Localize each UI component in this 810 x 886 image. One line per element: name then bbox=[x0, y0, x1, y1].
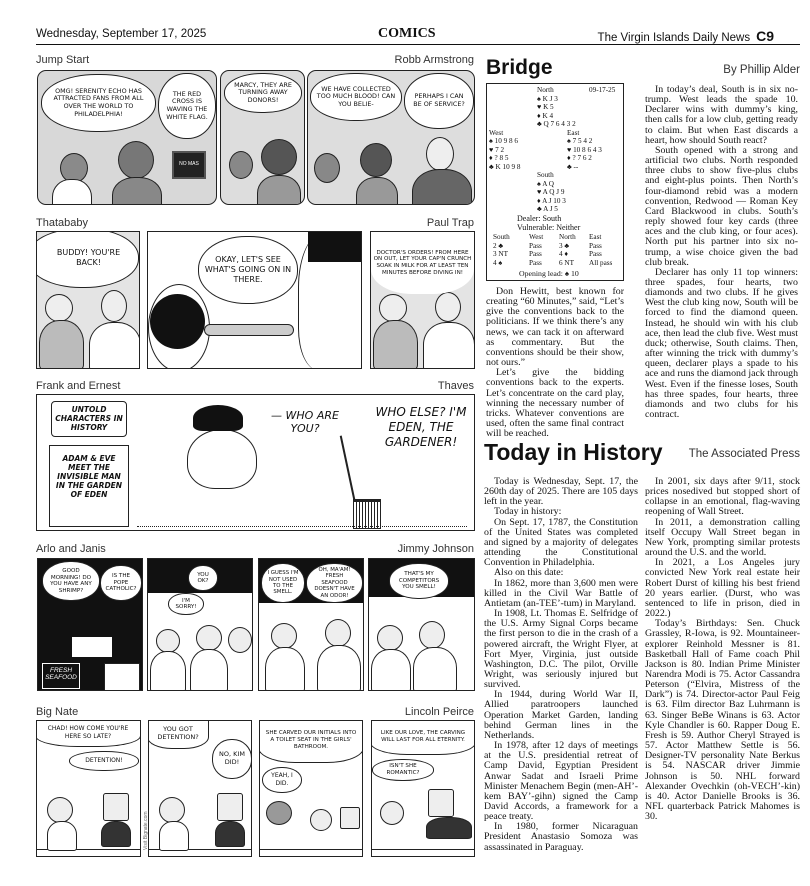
comic-title: Jump Start bbox=[36, 54, 90, 66]
speech-bubble: I GUESS I'M NOT USED TO THE SMELL. bbox=[261, 563, 305, 603]
speech-bubble: DOCTOR'S ORDERS! FROM HERE ON OUT, LET YOUR CAP'N CRUNCH SOAK IN MILK FOR AT LEAST TEN MINUTES BEFORE DIVING IN! bbox=[371, 232, 474, 294]
character-body bbox=[373, 320, 418, 369]
section-title: COMICS bbox=[378, 26, 436, 41]
north-spades: ♠ K J 3 bbox=[537, 94, 558, 103]
north-hearts: ♥ K 5 bbox=[537, 103, 554, 111]
speech-bubble: YOU GOT DETENTION? bbox=[148, 720, 209, 749]
speech-bubble: IS THE POPE CATHOLIC? bbox=[100, 565, 142, 601]
north-clubs: ♣ Q 7 6 4 3 2 bbox=[537, 120, 576, 128]
auction-bid: Pass bbox=[529, 241, 542, 250]
comic-title: Thatababy bbox=[36, 217, 88, 229]
website-credit: Visit Bignate.com bbox=[143, 811, 149, 850]
south-label: South bbox=[537, 171, 554, 179]
speech-bubble: YEAH, I DID. bbox=[262, 767, 302, 793]
south-clubs: ♣ A J 5 bbox=[537, 205, 558, 213]
paragraph: Let’s give the bidding conventions back to the experts. Let’s concentrate on the card play, winning the necessary number of tricks. Whatever conventions are used, often the same final contract will be reached. bbox=[486, 367, 624, 440]
east-clubs: ♣ -- bbox=[567, 162, 579, 171]
comic-panel bbox=[307, 70, 475, 205]
character-body bbox=[89, 322, 140, 369]
character-head bbox=[377, 625, 403, 651]
speech-bubble: GOOD MORNING! DO YOU HAVE ANY SHRIMP? bbox=[42, 561, 100, 601]
rake-handle bbox=[340, 436, 357, 505]
north-diamonds: ♦ K 4 bbox=[537, 111, 554, 120]
opening-lead: Opening lead: ♠ 10 bbox=[519, 269, 579, 278]
character-head bbox=[103, 793, 129, 821]
auction-header: North bbox=[559, 233, 576, 241]
character-body bbox=[423, 322, 475, 369]
west-diamonds: ♦ ? 8 5 bbox=[489, 154, 509, 162]
character-head bbox=[360, 143, 392, 177]
speech-bubble: ISN'T SHE ROMANTIC? bbox=[372, 759, 434, 781]
seafood-sign: FRESH SEAFOOD bbox=[42, 663, 80, 689]
doctor-hair bbox=[308, 232, 362, 262]
speech-text: — WHO ARE YOU? bbox=[271, 409, 339, 435]
comic-panel bbox=[36, 720, 141, 857]
auction-bid: 4 ♠ bbox=[493, 258, 503, 267]
character-body bbox=[371, 649, 411, 691]
speech-bubble: OMG! SERENITY ECHO HAS ATTRACTED FANS FROM ALL OVER THE WORLD TO PHILADELPHIA! bbox=[41, 74, 156, 132]
character-body bbox=[101, 821, 131, 847]
character-head bbox=[428, 789, 454, 817]
character-body bbox=[412, 169, 472, 205]
comic-author: Robb Armstrong bbox=[394, 54, 474, 66]
history-column-left bbox=[484, 477, 638, 853]
character-head bbox=[229, 151, 253, 179]
character-body bbox=[215, 821, 245, 847]
comic-title: Arlo and Janis bbox=[36, 543, 106, 555]
comic-author: Jimmy Johnson bbox=[397, 543, 474, 555]
vulnerability: Vulnerable: Neither bbox=[517, 222, 581, 232]
west-hearts: ♥ 7 2 bbox=[489, 145, 505, 154]
open-mouth bbox=[150, 294, 205, 349]
paragraph: In today’s deal, South is in six no-trump. West leads the spade 10. Declarer wins with dummy’s king, then calls for a low club, getting ready to claim. But when East discards a heart, how should South react? bbox=[645, 84, 798, 146]
speech-bubble: THAT'S MY COMPETITORS YOU SMELL! bbox=[389, 563, 449, 599]
character-head bbox=[101, 290, 127, 322]
character-hair bbox=[193, 405, 243, 431]
header-divider bbox=[36, 44, 800, 45]
character-head bbox=[310, 809, 332, 831]
character-head bbox=[314, 153, 340, 183]
auction-bid: Pass bbox=[529, 250, 542, 258]
comic-author: Lincoln Peirce bbox=[404, 706, 474, 718]
speech-bubble: CHAD! HOW COME YOU'RE HERE SO LATE? bbox=[36, 720, 141, 747]
character-head bbox=[228, 627, 252, 653]
bridge-column-right bbox=[645, 85, 798, 420]
ground bbox=[260, 849, 363, 850]
auction-header: South bbox=[493, 233, 510, 241]
comic-panel bbox=[36, 231, 140, 369]
speech-bubble: NO, KIM DID! bbox=[212, 739, 252, 779]
history-heading: Today in History bbox=[484, 439, 663, 465]
comic-panel bbox=[147, 558, 253, 691]
speech-bubble: THE RED CROSS IS WAVING THE WHITE FLAG. bbox=[158, 73, 216, 139]
auction-bid: 6 NT bbox=[559, 258, 574, 267]
character-body bbox=[413, 647, 457, 691]
ground bbox=[372, 849, 475, 850]
south-hearts: ♥ A Q J 9 bbox=[537, 188, 565, 196]
east-spades: ♠ 7 5 4 2 bbox=[567, 137, 593, 145]
bridge-byline: By Phillip Alder bbox=[723, 64, 800, 76]
comic-title: Big Nate bbox=[36, 706, 79, 718]
auction-bid: Pass bbox=[589, 250, 602, 258]
comic-panel bbox=[370, 231, 475, 369]
paragraph: In 1978, after 12 days of meetings at the U.S. presidential retreat of Camp David, Egyptian President Anwar Sadat and Israeli Prime Minister Menachem Begin (men-AH’-kem BAY’-gihn) signed the Camp David Accords, a framework for a peace treaty. bbox=[484, 740, 638, 823]
dealer: Dealer: South bbox=[517, 214, 562, 223]
paragraph: Also on this date: bbox=[494, 567, 564, 579]
character-head bbox=[266, 801, 292, 825]
speech-bubble: OKAY, LET'S SEE WHAT'S GOING ON IN THERE. bbox=[198, 236, 298, 304]
character-body bbox=[52, 179, 92, 205]
character-body bbox=[39, 320, 84, 369]
comic-panel bbox=[220, 70, 305, 205]
speech-bubble: I'M SORRY! bbox=[168, 593, 204, 615]
east-label: East bbox=[567, 128, 580, 137]
comic-panel bbox=[37, 70, 217, 205]
paragraph: Declarer has only 11 top winners: three spades, four hearts, two diamonds and two clubs. If he gives West the club king now, South will be forced to find the diamond queen. Instead, he should win with his club ace, then lead the club five. West must duck; otherwise, South claims. Then, after winning the trick with dummy’s queen, declarer plays a spade to his ace and runs the diamond jack through West. Even if the finesse loses, South has three spades, four hearts, three diamonds and two clubs for his contract. bbox=[645, 266, 799, 420]
character-head bbox=[118, 141, 154, 179]
paragraph: In 2021, a Los Angeles jury convicted New York real estate heir Robert Durst of killing his best friend 20 years earlier. (Durst, who was sentenced to life in prison, died in 2022.) bbox=[645, 557, 800, 620]
deal-date: 09-17-25 bbox=[589, 86, 616, 94]
character-body bbox=[356, 177, 398, 205]
comic-panel bbox=[368, 558, 475, 691]
character-body bbox=[190, 649, 228, 691]
history-column-right bbox=[645, 477, 800, 822]
comic-panel bbox=[147, 231, 362, 369]
character-head bbox=[340, 807, 360, 829]
publication-header bbox=[514, 28, 774, 44]
east-diamonds: ♦ ? 7 6 2 bbox=[567, 154, 592, 162]
north-label: North bbox=[537, 86, 554, 94]
caption-banner: UNTOLD CHARACTERS IN HISTORY bbox=[51, 401, 127, 437]
speech-bubble: BUDDY! YOU'RE BACK! bbox=[36, 231, 139, 288]
west-label: West bbox=[489, 128, 504, 137]
paragraph: Today’s Birthdays: Sen. Chuck Grassley, R-Iowa, is 92. Mountaineer-explorer Reinhold Messner is 81. Basketball Hall of Fame coach Phil Jackson is 80. Indian Prime Minister Narendra Modi is 75. Actor Cassandra Peterson (“Elvira, Mistress of the Dark”) is 74. Director-actor Paul Feig is 63. Film director Baz Luhrmann is 63. Singer BeBe Winans is 63. Actor Kyle Chandler is 60. Rapper Doug E. Fresh is 59. Author Cheryl Strayed is 57. Actor Matthew Settle is 56. Designer-TV personality Nate Berkus is 54. NASCAR driver Jimmie Johnson is 50. NHL forward Alexander Ovechkin (oh-VECH’-kin) is 40. Actor Danielle Brooks is 36. NFL quarterback Patrick Mahomes is 30. bbox=[645, 618, 800, 823]
comic-strip-frank-and-ernest bbox=[36, 394, 475, 531]
ground bbox=[137, 519, 467, 527]
character-body bbox=[150, 651, 186, 691]
paragraph: Today in history: bbox=[494, 506, 562, 518]
paragraph: On Sept. 17, 1787, the Constitution of the United States was completed and signed by a majority of delegates attending the Constitutional Convention in Philadelphia. bbox=[484, 516, 638, 569]
tv-sign: NO MAS bbox=[172, 151, 206, 179]
speech-bubble: WE HAVE COLLECTED TOO MUCH BLOOD! CAN YOU BELIE- bbox=[310, 73, 402, 121]
comic-panel bbox=[148, 720, 252, 857]
paragraph: In 1862, more than 3,600 men were killed in the Civil War Battle of Antietam (an-TEE’-tum) in Maryland. bbox=[484, 577, 638, 609]
speech-bubble: DETENTION! bbox=[69, 751, 139, 771]
speech-bubble: OH, MA'AM! FRESH SEAFOOD DOESN'T HAVE AN ODOR! bbox=[306, 563, 363, 603]
character-head bbox=[435, 292, 461, 322]
character-body bbox=[257, 175, 301, 205]
paragraph: South opened with a strong and artificial two clubs. North responded three clubs to show five-plus clubs and eight-plus points. Then North’s four-diamond rebid was a modern convention, Redwood — Roman Key Card Blackwood in clubs. South’s reply showed four key cards (three aces and the club king, or four aces). North put his partner into six no-trump, a wise choice given the bad club break. bbox=[645, 144, 798, 268]
auction-header: East bbox=[589, 233, 602, 241]
auction-bid: 3 ♣ bbox=[559, 241, 570, 250]
auction-bid: 4 ♦ bbox=[559, 250, 569, 258]
auction-bid: Pass bbox=[529, 258, 542, 267]
auction-bid: 2 ♣ bbox=[493, 241, 504, 250]
page-number: C9 bbox=[756, 28, 774, 44]
character-head bbox=[196, 625, 222, 651]
paragraph: In 1980, former Nicaraguan President Anastasio Somoza was assassinated in Paraguay. bbox=[484, 821, 638, 853]
character-head bbox=[426, 137, 454, 171]
character-body bbox=[159, 821, 189, 851]
character-head bbox=[217, 793, 243, 821]
character-head bbox=[325, 619, 351, 647]
speech-bubble: SHE CARVED OUR INITIALS INTO A TOILET SEAT IN THE GIRLS' BATHROOM. bbox=[259, 720, 363, 763]
comic-panel bbox=[371, 720, 475, 857]
east-hearts: ♥ 10 8 6 4 3 bbox=[567, 145, 602, 154]
box bbox=[104, 663, 140, 691]
south-diamonds: ♦ A J 10 3 bbox=[537, 196, 566, 205]
speech-text: WHO ELSE? I'M EDEN, THE GARDENER! bbox=[375, 405, 467, 449]
paragraph: In 2001, six days after 9/11, stock prices nosedived but stopped short of collapse in an emotional, flag-waving reopening of Wall Street. bbox=[645, 476, 800, 518]
character-head bbox=[45, 294, 73, 322]
character-head bbox=[419, 621, 445, 649]
character-head bbox=[379, 294, 407, 322]
comic-panel bbox=[258, 558, 364, 691]
comic-author: Thaves bbox=[437, 380, 474, 392]
character-head bbox=[261, 139, 297, 175]
character-body bbox=[187, 429, 257, 489]
paragraph: Today is Wednesday, Sept. 17, the 260th day of 2025. There are 105 days left in the year. bbox=[484, 476, 638, 508]
caption-box: ADAM & EVE MEET THE INVISIBLE MAN IN THE GARDEN OF EDEN bbox=[49, 445, 129, 527]
publication-name: The Virgin Islands Daily News bbox=[597, 32, 751, 44]
page-date: Wednesday, September 17, 2025 bbox=[36, 28, 207, 40]
auction-bid: 3 NT bbox=[493, 250, 508, 258]
west-clubs: ♣ K 10 9 8 bbox=[489, 162, 521, 171]
paragraph: In 1944, during World War II, Allied paratroopers launched Operation Market Garden, landing behind German lines in the Netherlands. bbox=[484, 689, 638, 741]
west-spades: ♠ 10 9 8 6 bbox=[489, 137, 518, 145]
speech-bubble: MARCY, THEY ARE TURNING AWAY DONORS! bbox=[224, 73, 302, 113]
speech-bubble: PERHAPS I CAN BE OF SERVICE? bbox=[404, 73, 474, 129]
paragraph: In 1908, Lt. Thomas E. Selfridge of the U.S. Army Signal Corps became the first person to die in the crash of a powered aircraft, the Wright Flyer, at Fort Myer, Virginia, just outside Washington, D.C. The pilot, Orville Wright, was seriously injured but survived. bbox=[484, 608, 638, 691]
paragraph: In 2011, a demonstration calling itself Occupy Wall Street began in New York, prompting similar protests around the U.S. and the world. bbox=[645, 516, 800, 559]
speech-bubble: YOU OK? bbox=[188, 565, 218, 591]
character-head bbox=[271, 623, 297, 649]
character-head bbox=[159, 797, 185, 823]
bridge-diagram bbox=[486, 83, 624, 281]
comic-panel bbox=[37, 558, 143, 691]
character-body bbox=[265, 647, 305, 691]
comic-author: Paul Trap bbox=[426, 217, 474, 229]
auction-header: West bbox=[529, 233, 544, 241]
comic-title: Frank and Ernest bbox=[36, 380, 121, 392]
comic-panel bbox=[259, 720, 363, 857]
character-body bbox=[112, 177, 162, 205]
paragraph: Don Hewitt, best known for creating “60 Minutes,” said, “Let’s give the conventions back to the politicians. If we think there’s any news, we can tack it on afterward as commentary. But the conventions should be their show, not ours.” bbox=[486, 286, 624, 369]
character-body bbox=[47, 821, 77, 851]
tongue-depressor bbox=[204, 324, 294, 336]
auction-bid: Pass bbox=[589, 241, 602, 250]
bridge-column-left bbox=[486, 287, 624, 439]
south-spades: ♠ A Q bbox=[537, 179, 554, 188]
speech-bubble: LIKE OUR LOVE, THE CARVING WILL LAST FOR ALL ETERNITY. bbox=[371, 720, 475, 755]
character-body bbox=[426, 817, 472, 839]
auction-bid: All pass bbox=[589, 258, 613, 267]
character-body bbox=[317, 645, 361, 691]
character-head bbox=[380, 801, 404, 825]
bridge-heading: Bridge bbox=[486, 56, 553, 79]
history-byline: The Associated Press bbox=[688, 448, 800, 460]
character-head bbox=[156, 629, 180, 653]
character-head bbox=[47, 797, 73, 823]
counter bbox=[72, 637, 112, 657]
